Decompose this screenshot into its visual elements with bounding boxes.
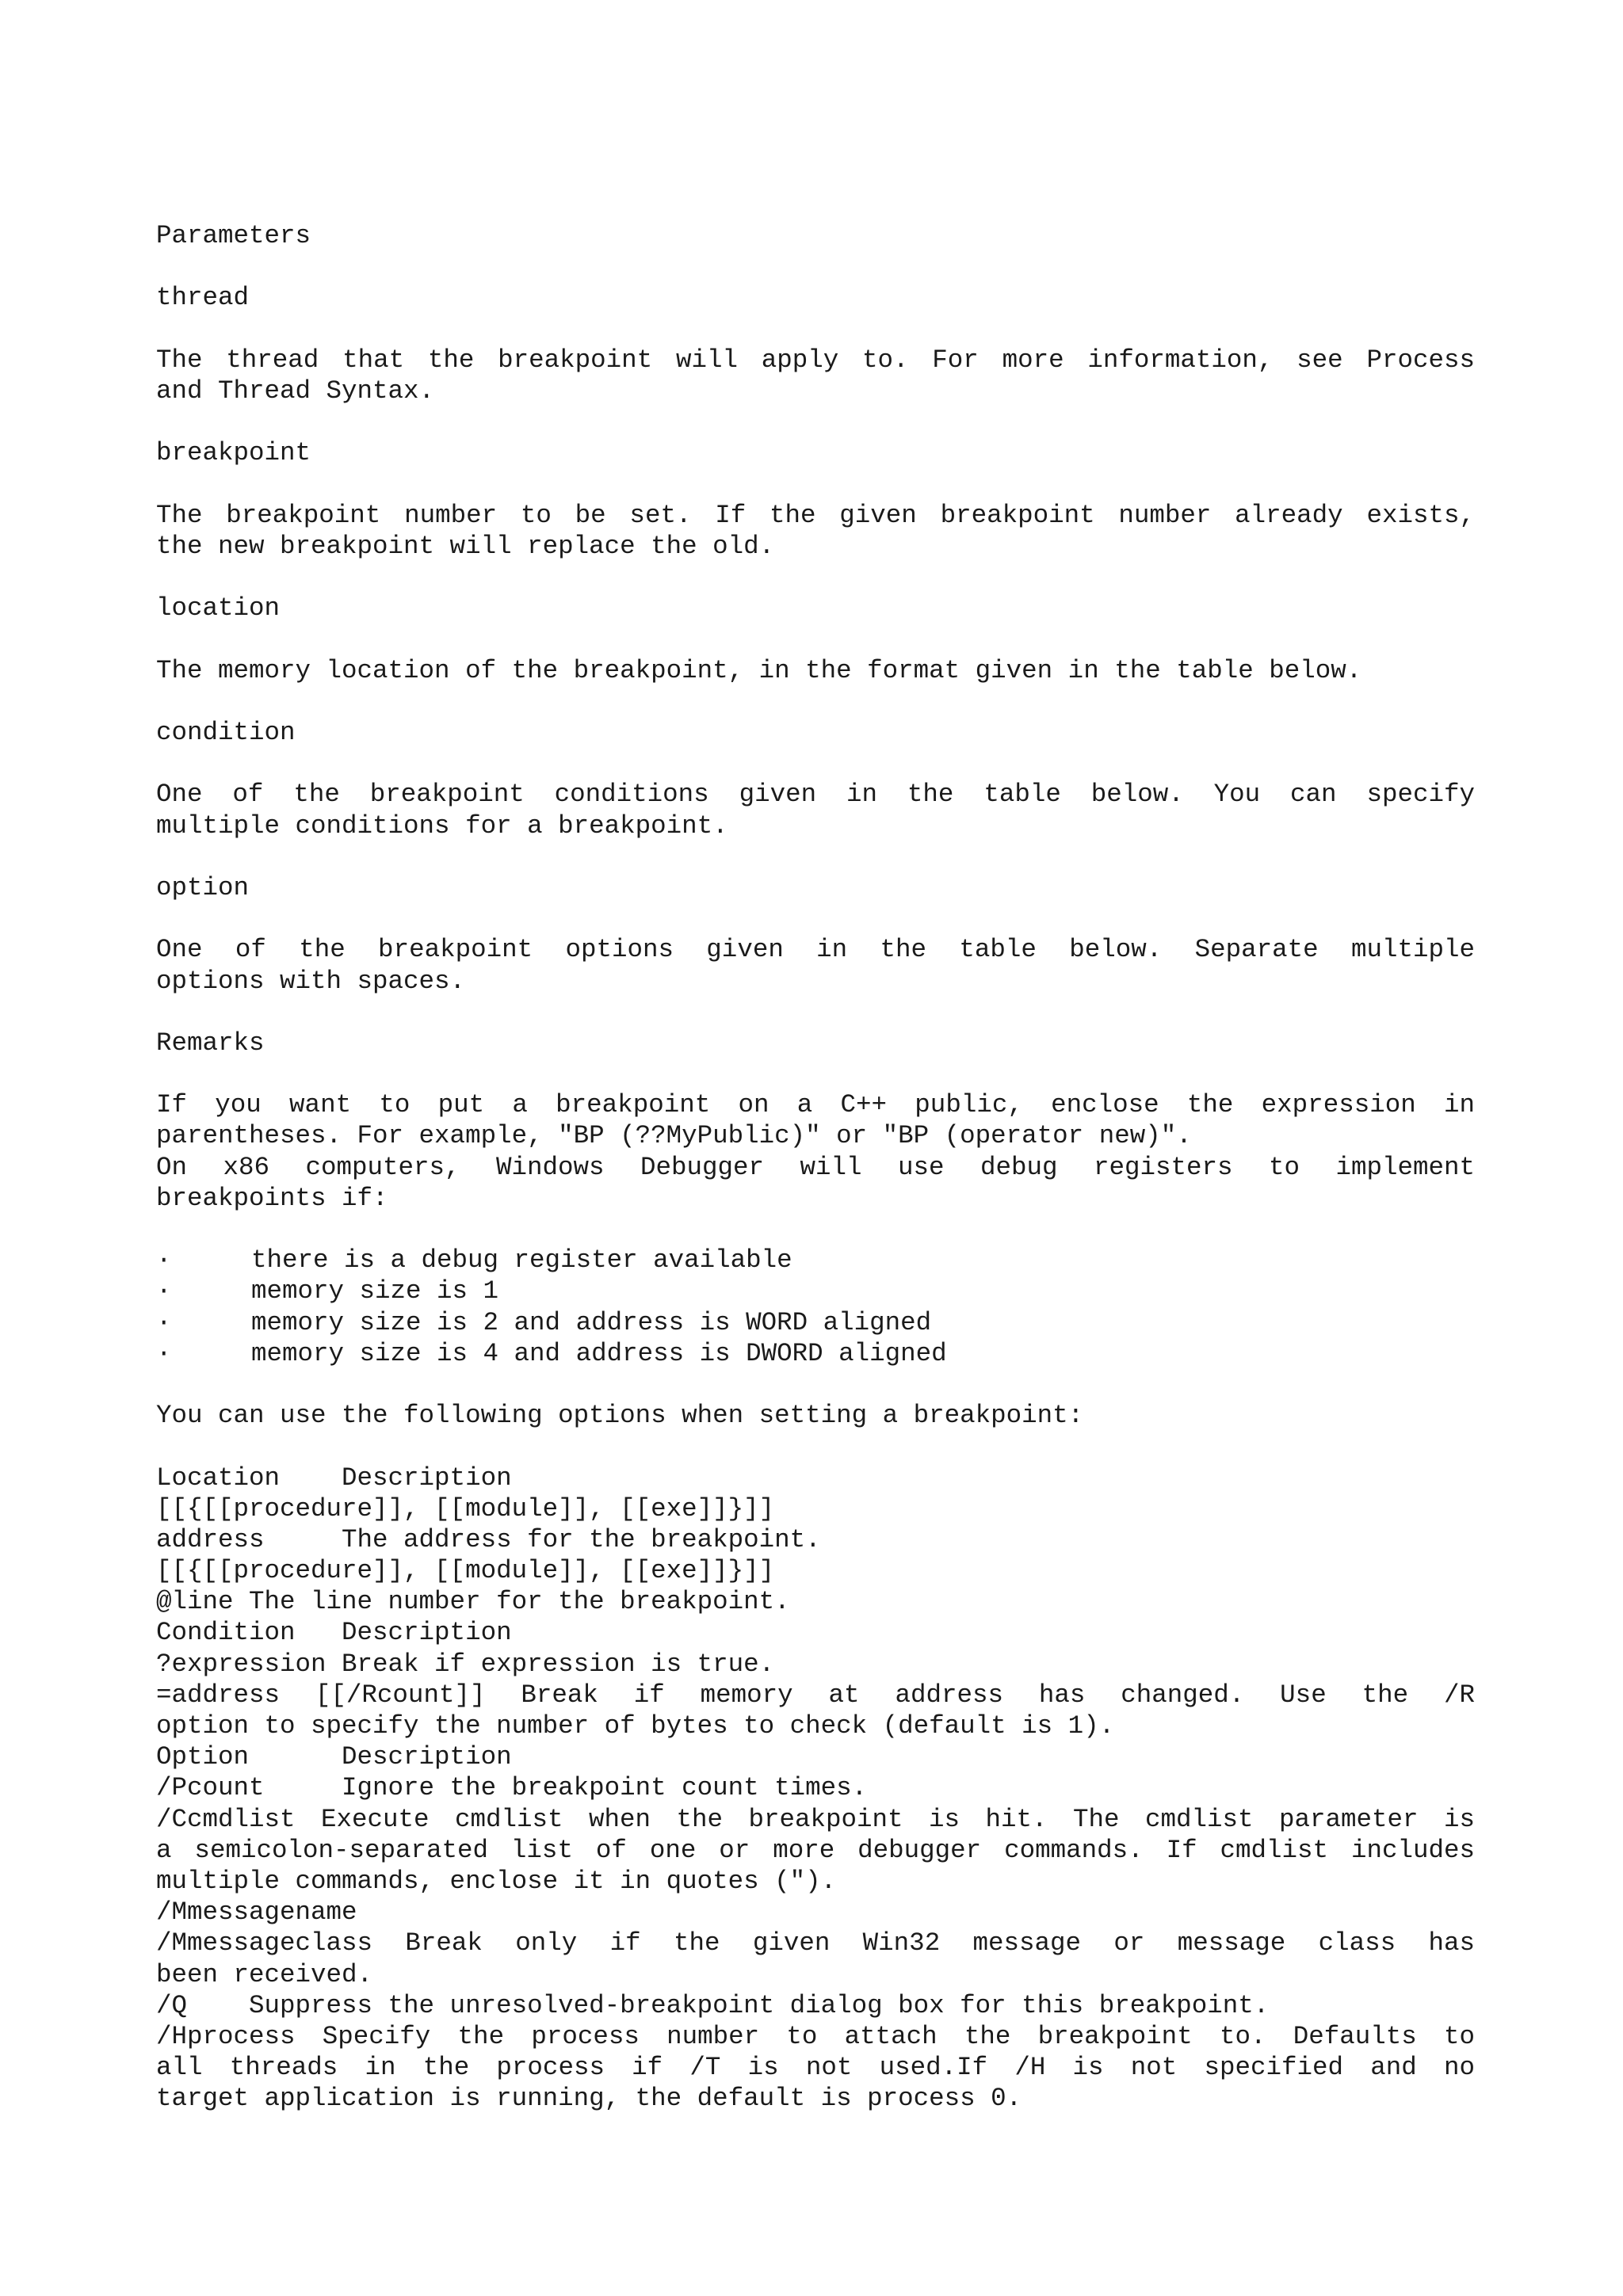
table-row: /Mmessagename [156, 1897, 357, 1928]
table-row: @line The line number for the breakpoint. [156, 1587, 790, 1617]
param-desc-condition [156, 779, 1475, 841]
table-row: =address [[/Rcount]] Break if memory at address has changed. Use the /R [156, 1680, 1475, 1710]
text-line: multiple conditions for a breakpoint. [156, 810, 728, 841]
text-line: On x86 computers, Windows Debugger will use debug registers to implement [156, 1152, 1475, 1182]
bullet-icon: · [156, 1307, 172, 1337]
param-term-breakpoint: breakpoint [156, 438, 311, 468]
document-page [156, 220, 1475, 2114]
table-row: /Q Suppress the unresolved-breakpoint dialog box for this breakpoint. [156, 1990, 1270, 2020]
param-term-thread: thread [156, 283, 250, 313]
table-header-location: Location Description [156, 1463, 512, 1493]
list-item [156, 1276, 1475, 1306]
param-desc-breakpoint [156, 500, 1475, 562]
remarks-paragraph [156, 1089, 1475, 1214]
param-desc-thread [156, 345, 1475, 406]
table-row: all threads in the process if /T is not used.If /H is not specified and no [156, 2053, 1475, 2083]
section-heading-parameters: Parameters [156, 221, 311, 250]
text-line: parentheses. For example, "BP (??MyPublic)" or "BP (operator new)". [156, 1121, 1192, 1151]
text-line: The breakpoint number to be set. If the given breakpoint number already exists, [156, 500, 1475, 530]
list-item [156, 1338, 1475, 1369]
table-header-option: Option Description [156, 1742, 512, 1772]
list-item-text: there is a debug register available [251, 1245, 792, 1276]
table-row: address The address for the breakpoint. [156, 1524, 821, 1554]
table-row: target application is running, the default is process 0. [156, 2084, 1022, 2114]
list-item-text: memory size is 4 and address is DWORD aligned [251, 1338, 947, 1368]
param-desc-option [156, 934, 1475, 996]
table-row: /Ccmdlist Execute cmdlist when the breakpoint is hit. The cmdlist parameter is [156, 1804, 1475, 1834]
text-line: One of the breakpoint options given in the table below. Separate multiple [156, 935, 1475, 965]
text-line: breakpoints if: [156, 1183, 388, 1213]
table-row: /Mmessageclass Break only if the given Win32 message or message class has [156, 1928, 1475, 1958]
list-item [156, 1245, 1475, 1276]
table-row: [[{[[procedure]], [[module]], [[exe]]}]] [156, 1493, 775, 1524]
text-line: the new breakpoint will replace the old. [156, 531, 775, 561]
options-intro: You can use the following options when setting a breakpoint: [156, 1401, 1084, 1431]
param-term-location: location [156, 593, 281, 624]
table-header-condition: Condition Description [156, 1618, 512, 1648]
text-line: If you want to put a breakpoint on a C++ public, enclose the expression in [156, 1090, 1475, 1120]
table-row: option to specify the number of bytes to check (default is 1). [156, 1711, 1115, 1741]
list-item-text: memory size is 1 [251, 1276, 499, 1306]
bullet-list [156, 1245, 1475, 1369]
bullet-icon: · [156, 1245, 172, 1276]
text-line: The thread that the breakpoint will apply to. For more information, see Process [156, 345, 1475, 375]
options-table [156, 1463, 1475, 2115]
param-term-option: option [156, 872, 250, 902]
table-row: multiple commands, enclose it in quotes ("). [156, 1866, 837, 1896]
bullet-icon: · [156, 1276, 172, 1306]
section-heading-remarks: Remarks [156, 1028, 265, 1058]
text-line: options with spaces. [156, 966, 466, 996]
param-term-condition: condition [156, 718, 296, 747]
text-line: One of the breakpoint conditions given in the table below. You can specify [156, 780, 1475, 810]
table-row: /Hprocess Specify the process number to attach the breakpoint to. Defaults to [156, 2021, 1475, 2051]
table-row: [[{[[procedure]], [[module]], [[exe]]}]] [156, 1556, 775, 1586]
table-row: a semicolon-separated list of one or more debugger commands. If cmdlist includes [156, 1835, 1475, 1865]
param-desc-location: The memory location of the breakpoint, in the format given in the table below. [156, 655, 1362, 685]
text-line: and Thread Syntax. [156, 376, 435, 406]
bullet-icon: · [156, 1338, 172, 1368]
list-item-text: memory size is 2 and address is WORD aligned [251, 1307, 932, 1337]
table-row: ?expression Break if expression is true. [156, 1649, 775, 1679]
table-row: been received. [156, 1959, 373, 1989]
table-row: /Pcount Ignore the breakpoint count times. [156, 1773, 868, 1803]
list-item [156, 1307, 1475, 1338]
